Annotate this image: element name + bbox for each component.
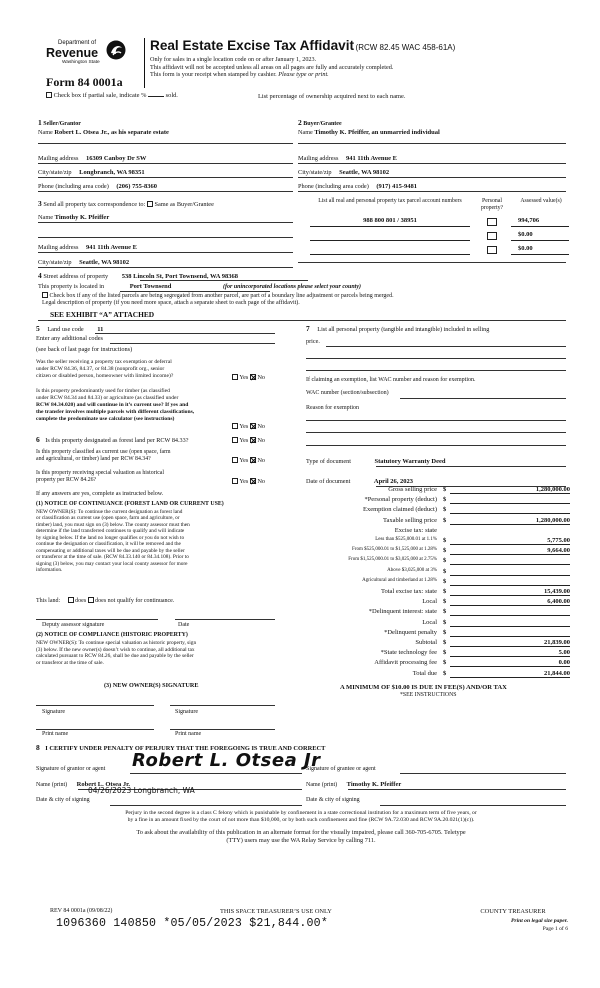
document-date[interactable]: April 26, 2023 <box>373 478 414 485</box>
tax-row-amount[interactable]: 1,280,000.00 <box>450 517 570 525</box>
land-use-code[interactable]: 11 <box>97 326 104 333</box>
tax-row <box>305 598 570 607</box>
notice-line: or classification as current use (open space, farm and agriculture, or <box>36 515 180 522</box>
new-owner-signature-field[interactable]: Signature <box>175 709 198 715</box>
personal-property-checkbox[interactable] <box>487 232 497 240</box>
document-type[interactable]: Statutory Warranty Deed <box>374 458 446 465</box>
tax-row <box>305 537 570 546</box>
buyer-mailing-address[interactable]: 941 11th Avenue E <box>345 155 397 162</box>
current-use-no-checkbox[interactable] <box>250 457 256 463</box>
dept-line: Department of <box>58 40 97 46</box>
washington-logo-icon <box>106 40 126 60</box>
seller-phone[interactable]: (206) 755-8360 <box>116 183 158 190</box>
form-number: Form 84 0001a <box>46 75 123 89</box>
buyer-city[interactable]: Seattle, WA 98102 <box>339 169 390 176</box>
dollar-sign: $ <box>443 588 447 595</box>
parcel-number: 988 800 801 / 38951 <box>363 217 417 224</box>
exemption-heading: If claiming an exemption, list WAC number and reason for exemption. <box>306 377 476 383</box>
tax-row-amount[interactable]: 15,439.00 <box>450 588 570 596</box>
tax-row-amount[interactable] <box>450 557 570 565</box>
notice-line: continue the designation or classification, it will be removed and the <box>36 541 181 548</box>
grantor-date-city[interactable]: 04/26/2023 Longbranch, WA <box>88 786 195 795</box>
dollar-sign: $ <box>443 628 447 636</box>
timber-yes-checkbox[interactable] <box>232 423 238 429</box>
dollar-sign: $ <box>443 496 447 504</box>
header-note-2: This affidavit will not be accepted unless all areas on all pages are fully and accurately completed. <box>150 63 394 71</box>
accessibility-notice: To ask about the availability of this publication in an alternate format for the visually impaired, please call 360-705-6705. Teletype (TTY) users may use the WA Relay Service by calling 711. <box>136 829 466 845</box>
property-street[interactable]: 538 Lincoln St, Port Townsend, WA 98368 <box>121 273 238 280</box>
forest-yes-checkbox[interactable] <box>232 437 238 443</box>
tax-row-label: *Delinquent interest: state <box>368 608 437 616</box>
legal-description-label: Legal description of property (if you need more space, attach a separate sheet to each page of the affidavit). <box>42 300 300 306</box>
tax-row-label: Total due <box>412 669 437 677</box>
parcel-row[interactable] <box>306 245 571 255</box>
header-note-1: Only for sales in a single location code on or after January 1, 2023. <box>150 56 317 63</box>
exhibit-reference[interactable]: SEE EXHIBIT “A” ATTACHED <box>50 310 155 319</box>
dollar-sign: $ <box>443 547 447 555</box>
tax-row-amount[interactable]: 5,775.00 <box>450 537 570 545</box>
notice-compliance-body <box>36 640 276 666</box>
tax-row-label: Affidavit processing fee <box>374 659 437 667</box>
correspondence-name[interactable]: Timothy K. Pfeiffer <box>54 214 110 221</box>
timber-no-checkbox[interactable] <box>250 423 256 429</box>
grantee-printed-name[interactable]: Timothy K. Pfeiffer <box>346 781 402 788</box>
tax-row <box>305 608 570 617</box>
notice-line: or transferor at the time of sale. (RCW 84.33.140 or 84.34.108). Prior to <box>36 554 189 561</box>
tax-row <box>305 496 570 505</box>
parcel-row[interactable] <box>306 217 571 227</box>
tax-row-label: From $525,000.01 to $1,525,000 at 1.28% <box>352 547 437 553</box>
buyer-name[interactable]: Timothy K. Pfeiffer, an unmarried individual <box>314 128 440 136</box>
tax-row-amount[interactable]: 21,839.00 <box>450 639 570 647</box>
dollar-sign: $ <box>443 486 447 493</box>
partial-sale-checkbox[interactable] <box>46 92 52 98</box>
header-note-3b: Please type or print. <box>278 71 329 78</box>
tax-row-amount[interactable] <box>450 568 570 576</box>
personal-property-checkbox[interactable] <box>487 246 497 254</box>
notice-compliance-title: (2) NOTICE OF COMPLIANCE (HISTORIC PROPERTY) <box>36 632 188 638</box>
exemption-no-checkbox[interactable] <box>250 374 256 380</box>
historic-yes-checkbox[interactable] <box>232 478 238 484</box>
seller-section: 1 Seller/Grantor Name Robert L. Otsea Jr., as his separate estate <box>38 118 169 136</box>
land-does-not-checkbox[interactable] <box>88 597 94 603</box>
tax-row <box>305 649 570 658</box>
land-does-checkbox[interactable] <box>68 597 74 603</box>
assessed-value: $0.00 <box>518 231 533 238</box>
logo-sub: Washington State <box>62 60 100 65</box>
partial-sale-label: Check box if partial sale, indicate % <box>53 92 147 99</box>
grantor-signature[interactable]: Robert L. Otsea Jr <box>132 750 321 771</box>
dollar-sign: $ <box>443 537 447 544</box>
dollar-sign: $ <box>443 669 447 677</box>
certify-heading: 8 I CERTIFY UNDER PENALTY OF PERJURY THAT THE FOREGOING IS TRUE AND CORRECT <box>36 743 326 752</box>
tax-row-label: Excise tax: state <box>394 526 437 534</box>
tax-row <box>305 486 570 495</box>
tax-row-label: Gross selling price <box>388 486 437 493</box>
tax-row-label: *Delinquent penalty <box>384 628 437 636</box>
dollar-sign: $ <box>443 506 447 514</box>
tax-row-amount[interactable] <box>450 496 570 504</box>
parcel-row[interactable] <box>306 231 571 241</box>
tax-row-label: Taxable selling price <box>382 516 437 524</box>
logo-word: Revenue <box>46 46 99 60</box>
seller-name[interactable]: Robert L. Otsea Jr., as his separate estate <box>54 128 169 136</box>
notice-line: NEW OWNER(S): To continue the current designation as forest land <box>36 509 183 515</box>
new-owner-print-name[interactable]: Print name <box>175 731 202 737</box>
county-treasurer-label: COUNTY TREASURER <box>480 908 546 915</box>
tax-row-label: Local <box>422 598 437 606</box>
same-as-buyer-checkbox[interactable] <box>147 201 153 207</box>
notice-line: (3) below. If the new owner(s) doesn’t wish to continue, all additional tax <box>36 646 195 653</box>
dollar-sign: $ <box>443 557 447 565</box>
grantor-printed-name[interactable]: Robert L. Otsea Jr. <box>76 781 131 788</box>
notice-line: or transferor at the time of sale. <box>36 659 104 666</box>
tax-row-amount[interactable]: 5.00 <box>450 649 570 657</box>
notice-line: compensating or additional taxes will be due and payable by the seller <box>36 547 185 554</box>
buyer-section: 2 Buyer/Grantee Name Timothy K. Pfeiffer, an unmarried individual <box>298 118 440 136</box>
assessed-value: $0.00 <box>518 245 533 252</box>
tax-row-label: Exemption claimed (deduct) <box>362 506 437 514</box>
deputy-signature-label: Deputy assessor signature <box>42 622 105 628</box>
ownership-note: List percentage of ownership acquired next to each name. <box>258 93 406 100</box>
tax-row <box>305 547 570 556</box>
tax-row-label: *Personal property (deduct) <box>364 496 437 504</box>
tax-row <box>305 670 570 679</box>
tax-row-amount[interactable]: 0.00 <box>450 659 570 667</box>
buyer-phone[interactable]: (917) 415-9481 <box>376 183 418 190</box>
tax-row <box>305 527 570 536</box>
tax-row-label: From $1,525,000.01 to $3,025,000 at 2.75% <box>348 557 437 563</box>
notice-line: by signing below. If the land no longer qualifies or you do not wish to <box>36 534 185 541</box>
correspondence-mailing-address[interactable]: 941 11th Avenue E <box>85 244 137 251</box>
tax-row-label: Subtotal <box>415 639 437 646</box>
tax-row-amount[interactable] <box>450 629 570 637</box>
tax-row-amount[interactable]: 21,844.00 <box>450 670 570 678</box>
tax-row-label: *State technology fee <box>380 649 437 657</box>
notice-line: information. <box>36 567 63 574</box>
new-owner-signature-field[interactable]: Signature <box>42 709 65 715</box>
notice-line: determine if the land transferred continues to qualify and will indicate <box>36 528 185 535</box>
page-number: Page 1 of 6 <box>542 926 568 932</box>
tax-row-amount[interactable] <box>450 506 570 514</box>
notice-line: timber) land, you must sign on (3) below. The county assessor must then <box>36 521 190 528</box>
treasurer-space-label: THIS SPACE TREASURER’S USE ONLY <box>220 908 332 915</box>
notice-continuance-body <box>36 509 276 574</box>
tax-row <box>305 568 570 577</box>
current-use-yes-checkbox[interactable] <box>232 457 238 463</box>
notice-line: NEW OWNER(S): To continue special valuation as historic property, sign <box>36 640 197 646</box>
tax-row-amount[interactable]: 1,280,000.00 <box>450 486 570 494</box>
tax-row <box>305 578 570 587</box>
dollar-sign: $ <box>443 516 447 524</box>
tax-row <box>305 629 570 638</box>
tax-row-label: Less than $525,000.01 at 1.1% <box>375 537 437 542</box>
tax-row-label: Agricultural and timberland at 1.28% <box>362 577 437 583</box>
tax-row-amount[interactable] <box>450 608 570 616</box>
perjury-notice: Perjury in the second degree is a class C felony which is punishable by confinement in a state correctional institution for a maximum term of five years, or by a fine in an amount fixed by the court of not more than $10,000, or by both such confinement and fine (RCW 9A.72.030 and RCW 9A.20.021(1)(c)). <box>125 810 477 824</box>
header-note-3: This form is your receipt when stamped by cashier. <box>150 71 277 78</box>
seller-city[interactable]: Longbranch, WA 98351 <box>79 169 145 176</box>
dollar-sign: $ <box>443 639 447 646</box>
treasurer-stamp: 1096360 140850 *05/05/2023 $21,844.00* <box>56 917 328 930</box>
tax-row-label: Above $3,025,000 at 3% <box>387 567 437 573</box>
form-title-ref: (RCW 82.45 WAC 458-61A) <box>355 43 456 52</box>
dollar-sign: $ <box>443 567 447 575</box>
form-revision: REV 84 0001a (09/08/22) <box>50 908 113 914</box>
dollar-sign: $ <box>443 577 447 585</box>
property-street-row: 4 Street address of property 538 Lincoln St, Port Townsend, WA 98368 <box>38 271 238 280</box>
tax-row-label: Total excise tax: state <box>380 588 437 595</box>
tax-row <box>305 639 570 648</box>
personal-property-checkbox[interactable] <box>487 218 497 226</box>
correspondence-city[interactable]: Seattle, WA 98102 <box>79 259 130 266</box>
form-title: Real Estate Excise Tax Affidavit <box>150 38 354 53</box>
new-owner-signature-heading: (3) NEW OWNER(S) SIGNATURE <box>104 682 199 689</box>
revenue-logo <box>46 38 128 70</box>
dollar-sign: $ <box>443 659 447 667</box>
forest-no-checkbox[interactable] <box>250 437 256 443</box>
tax-row-amount[interactable] <box>450 619 570 627</box>
tax-row <box>305 588 570 597</box>
historic-no-checkbox[interactable] <box>250 478 256 484</box>
property-location[interactable]: Port Townsend <box>129 283 172 290</box>
correspondence-heading: 3 Send all property tax correspondence to: Same as Buyer/Grantee <box>38 199 214 208</box>
tax-row <box>305 517 570 526</box>
tax-row <box>305 619 570 628</box>
dollar-sign: $ <box>443 618 447 626</box>
notice-continuance-title: (1) NOTICE OF CONTINUANCE (FOREST LAND OR CURRENT USE) <box>36 501 224 507</box>
tax-row-amount[interactable]: 9,664.00 <box>450 547 570 555</box>
seller-mailing-address[interactable]: 16309 Canboy Dr SW <box>85 155 147 162</box>
dollar-sign: $ <box>443 649 447 657</box>
notice-line: signing (3) below, you may contact your local county assessor for more <box>36 560 188 567</box>
tax-row <box>305 506 570 515</box>
tax-row-label: Local <box>422 618 437 626</box>
tax-row-amount[interactable] <box>450 578 570 586</box>
exemption-yes-checkbox[interactable] <box>232 374 238 380</box>
assessed-value: 994,706 <box>518 217 540 224</box>
tax-row <box>305 557 570 566</box>
notice-line: calculated pursuant to RCW 84.26, shall be due and payable by the seller <box>36 653 194 660</box>
tax-row-amount[interactable]: 6,400.00 <box>450 598 570 606</box>
dollar-sign: $ <box>443 598 447 606</box>
dollar-sign: $ <box>443 608 447 616</box>
tax-row <box>305 659 570 668</box>
new-owner-print-name[interactable]: Print name <box>42 731 69 737</box>
minimum-due-note: A MINIMUM OF $10.00 IS DUE IN FEE(S) AND/OR TAX <box>340 684 507 691</box>
segregated-checkbox[interactable] <box>42 292 48 298</box>
